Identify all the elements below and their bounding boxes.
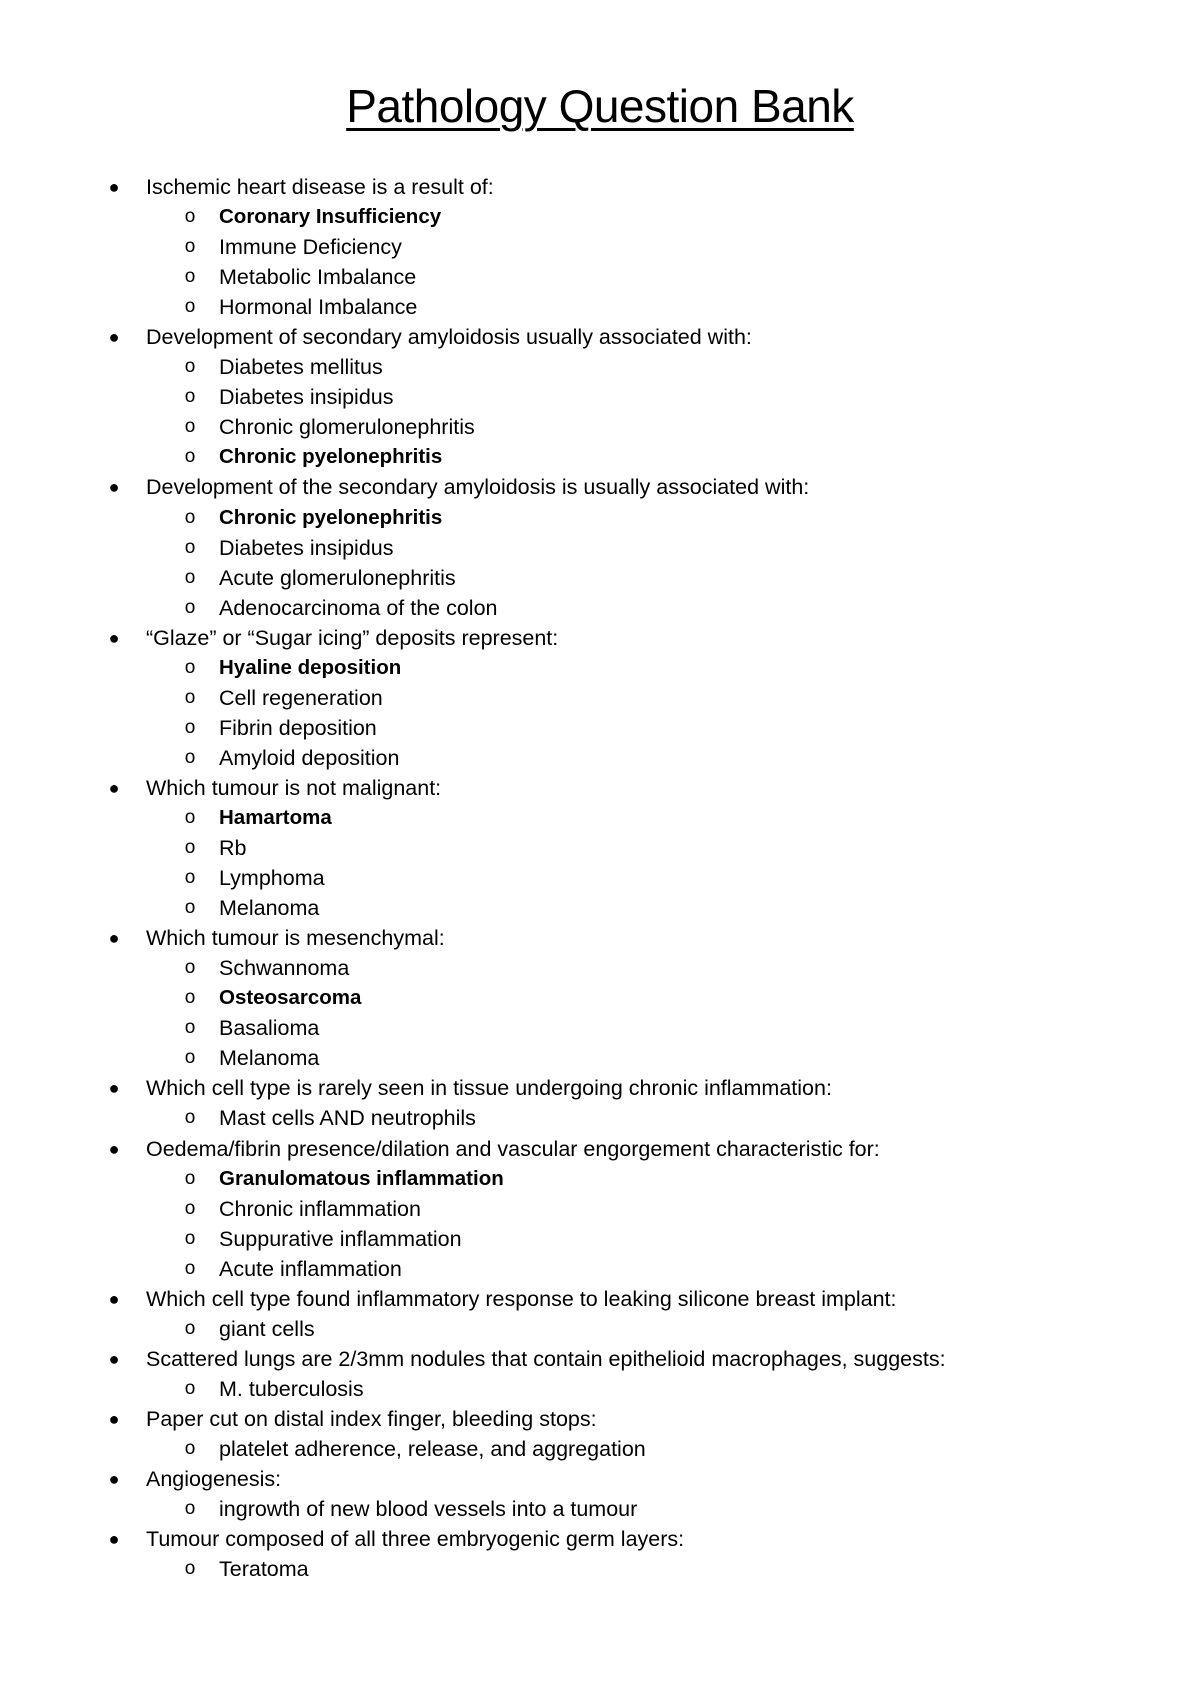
- answer-option-correct: [0, 803, 1200, 833]
- bullet-icon: ●: [108, 1288, 120, 1309]
- answer-option: [0, 412, 1200, 442]
- question-text: Angiogenesis:: [146, 1467, 282, 1492]
- sub-bullet-icon: o: [184, 837, 196, 859]
- answer-option: [0, 953, 1200, 983]
- option-text: Melanoma: [219, 896, 320, 921]
- option-text: Diabetes insipidus: [219, 535, 394, 560]
- sub-bullet-icon: o: [184, 957, 196, 979]
- option-text: Acute inflammation: [219, 1256, 402, 1281]
- option-text: Fibrin deposition: [219, 715, 377, 740]
- option-text: platelet adherence, release, and aggregation: [219, 1436, 646, 1461]
- answer-option: [0, 292, 1200, 322]
- option-text: Granulomatous inflammation: [219, 1166, 504, 1190]
- option-text: Lymphoma: [219, 866, 325, 891]
- answer-option: [0, 683, 1200, 713]
- sub-bullet-icon: o: [184, 656, 196, 678]
- question-item: [0, 1344, 1200, 1374]
- question-text: Oedema/fibrin presence/dilation and vascular engorgement characteristic for:: [146, 1136, 880, 1161]
- bullet-icon: ●: [108, 1529, 120, 1550]
- sub-bullet-icon: o: [184, 746, 196, 768]
- option-text: Melanoma: [219, 1046, 320, 1071]
- question-text: Development of the secondary amyloidosis is usually associated with:: [146, 475, 810, 500]
- bullet-icon: ●: [108, 1138, 120, 1159]
- option-text: Hormonal Imbalance: [219, 295, 418, 320]
- question-text: Tumour composed of all three embryogenic germ layers:: [146, 1527, 685, 1552]
- question-text: Development of secondary amyloidosis usually associated with:: [146, 325, 752, 350]
- answer-option: [0, 563, 1200, 593]
- answer-option: [0, 262, 1200, 292]
- question-text: Paper cut on distal index finger, bleeding stops:: [146, 1406, 597, 1431]
- sub-bullet-icon: o: [184, 386, 196, 408]
- sub-bullet-icon: o: [184, 1558, 196, 1580]
- sub-bullet-icon: o: [184, 1317, 196, 1339]
- answer-option: [0, 1254, 1200, 1284]
- option-text: Adenocarcinoma of the colon: [219, 595, 498, 620]
- sub-bullet-icon: o: [184, 236, 196, 258]
- sub-bullet-icon: o: [184, 356, 196, 378]
- answer-option: [0, 1434, 1200, 1464]
- answer-option: [0, 382, 1200, 412]
- question-item: [0, 1073, 1200, 1103]
- option-text: Metabolic Imbalance: [219, 265, 417, 290]
- bullet-icon: ●: [108, 327, 120, 348]
- answer-option: [0, 1194, 1200, 1224]
- bullet-icon: ●: [108, 777, 120, 798]
- question-text: Which tumour is mesenchymal:: [146, 926, 445, 951]
- answer-option: [0, 713, 1200, 743]
- answer-option-correct: [0, 983, 1200, 1013]
- question-text: Which cell type found inflammatory response to leaking silicone breast implant:: [146, 1286, 897, 1311]
- question-item: [0, 1134, 1200, 1164]
- option-text: Schwannoma: [219, 956, 350, 981]
- option-text: ingrowth of new blood vessels into a tumour: [219, 1497, 638, 1522]
- answer-option-correct: [0, 503, 1200, 533]
- option-text: Rb: [219, 836, 247, 861]
- answer-option-correct: [0, 1164, 1200, 1194]
- answer-option: [0, 893, 1200, 923]
- answer-option: [0, 1374, 1200, 1404]
- sub-bullet-icon: o: [184, 506, 196, 528]
- question-item: [0, 472, 1200, 502]
- answer-option: [0, 1103, 1200, 1133]
- sub-bullet-icon: o: [184, 897, 196, 919]
- sub-bullet-icon: o: [184, 536, 196, 558]
- question-item: [0, 172, 1200, 202]
- sub-bullet-icon: o: [184, 716, 196, 738]
- option-text: Hamartoma: [219, 805, 332, 829]
- option-text: Mast cells AND neutrophils: [219, 1106, 476, 1131]
- answer-option: [0, 743, 1200, 773]
- option-text: Immune Deficiency: [219, 235, 402, 260]
- answer-option: [0, 533, 1200, 563]
- sub-bullet-icon: o: [184, 867, 196, 889]
- sub-bullet-icon: o: [184, 296, 196, 318]
- sub-bullet-icon: o: [184, 596, 196, 618]
- question-list: [0, 172, 1200, 1584]
- sub-bullet-icon: o: [184, 1167, 196, 1189]
- question-item: [0, 623, 1200, 653]
- sub-bullet-icon: o: [184, 446, 196, 468]
- question-item: [0, 1284, 1200, 1314]
- question-item: [0, 1464, 1200, 1494]
- question-text: Which cell type is rarely seen in tissue undergoing chronic inflammation:: [146, 1076, 832, 1101]
- option-text: Chronic pyelonephritis: [219, 445, 443, 469]
- sub-bullet-icon: o: [184, 266, 196, 288]
- question-text: Which tumour is not malignant:: [146, 775, 442, 800]
- question-item: [0, 773, 1200, 803]
- bullet-icon: ●: [108, 477, 120, 498]
- sub-bullet-icon: o: [184, 1257, 196, 1279]
- option-text: Basalioma: [219, 1016, 320, 1041]
- answer-option: [0, 1554, 1200, 1584]
- option-text: Hyaline deposition: [219, 655, 402, 679]
- option-text: Osteosarcoma: [219, 986, 362, 1010]
- bullet-icon: ●: [108, 1469, 120, 1490]
- answer-option-correct: [0, 653, 1200, 683]
- sub-bullet-icon: o: [184, 1047, 196, 1069]
- question-text: Scattered lungs are 2/3mm nodules that contain epithelioid macrophages, suggests:: [146, 1346, 946, 1371]
- option-text: Coronary Insufficiency: [219, 205, 442, 229]
- sub-bullet-icon: o: [184, 1498, 196, 1520]
- question-item: [0, 923, 1200, 953]
- sub-bullet-icon: o: [184, 1227, 196, 1249]
- bullet-icon: ●: [108, 177, 120, 197]
- sub-bullet-icon: o: [184, 206, 196, 228]
- sub-bullet-icon: o: [184, 416, 196, 438]
- question-item: [0, 1404, 1200, 1434]
- answer-option: [0, 1314, 1200, 1344]
- question-text: Ischemic heart disease is a result of:: [146, 175, 494, 199]
- option-text: giant cells: [219, 1316, 315, 1341]
- answer-option: [0, 863, 1200, 893]
- bullet-icon: ●: [108, 1348, 120, 1369]
- answer-option-correct: [0, 442, 1200, 472]
- answer-option: [0, 1043, 1200, 1073]
- bullet-icon: ●: [108, 1078, 120, 1099]
- bullet-icon: ●: [108, 928, 120, 949]
- option-text: Chronic pyelonephritis: [219, 505, 443, 529]
- page-title: Pathology Question Bank: [346, 80, 854, 132]
- answer-option: [0, 1013, 1200, 1043]
- bullet-icon: ●: [108, 1408, 120, 1429]
- option-text: Diabetes mellitus: [219, 355, 383, 380]
- question-item: [0, 322, 1200, 352]
- sub-bullet-icon: o: [184, 1107, 196, 1129]
- sub-bullet-icon: o: [184, 806, 196, 828]
- answer-option: [0, 1224, 1200, 1254]
- bullet-icon: ●: [108, 627, 120, 648]
- sub-bullet-icon: o: [184, 1017, 196, 1039]
- answer-option-correct: [0, 202, 1200, 232]
- question-text: “Glaze” or “Sugar icing” deposits represent:: [146, 625, 559, 650]
- option-text: Amyloid deposition: [219, 745, 400, 770]
- option-text: Suppurative inflammation: [219, 1226, 462, 1251]
- option-text: Diabetes insipidus: [219, 385, 394, 410]
- option-text: Chronic inflammation: [219, 1196, 421, 1221]
- answer-option: [0, 1494, 1200, 1524]
- sub-bullet-icon: o: [184, 1377, 196, 1399]
- option-text: Acute glomerulonephritis: [219, 565, 456, 590]
- answer-option: [0, 232, 1200, 262]
- sub-bullet-icon: o: [184, 987, 196, 1009]
- option-text: Chronic glomerulonephritis: [219, 415, 475, 440]
- option-text: Teratoma: [219, 1557, 309, 1582]
- option-text: Cell regeneration: [219, 685, 383, 710]
- sub-bullet-icon: o: [184, 1197, 196, 1219]
- answer-option: [0, 833, 1200, 863]
- sub-bullet-icon: o: [184, 1437, 196, 1459]
- answer-option: [0, 593, 1200, 623]
- sub-bullet-icon: o: [184, 566, 196, 588]
- option-text: M. tuberculosis: [219, 1376, 364, 1401]
- answer-option: [0, 352, 1200, 382]
- sub-bullet-icon: o: [184, 686, 196, 708]
- question-item: [0, 1524, 1200, 1554]
